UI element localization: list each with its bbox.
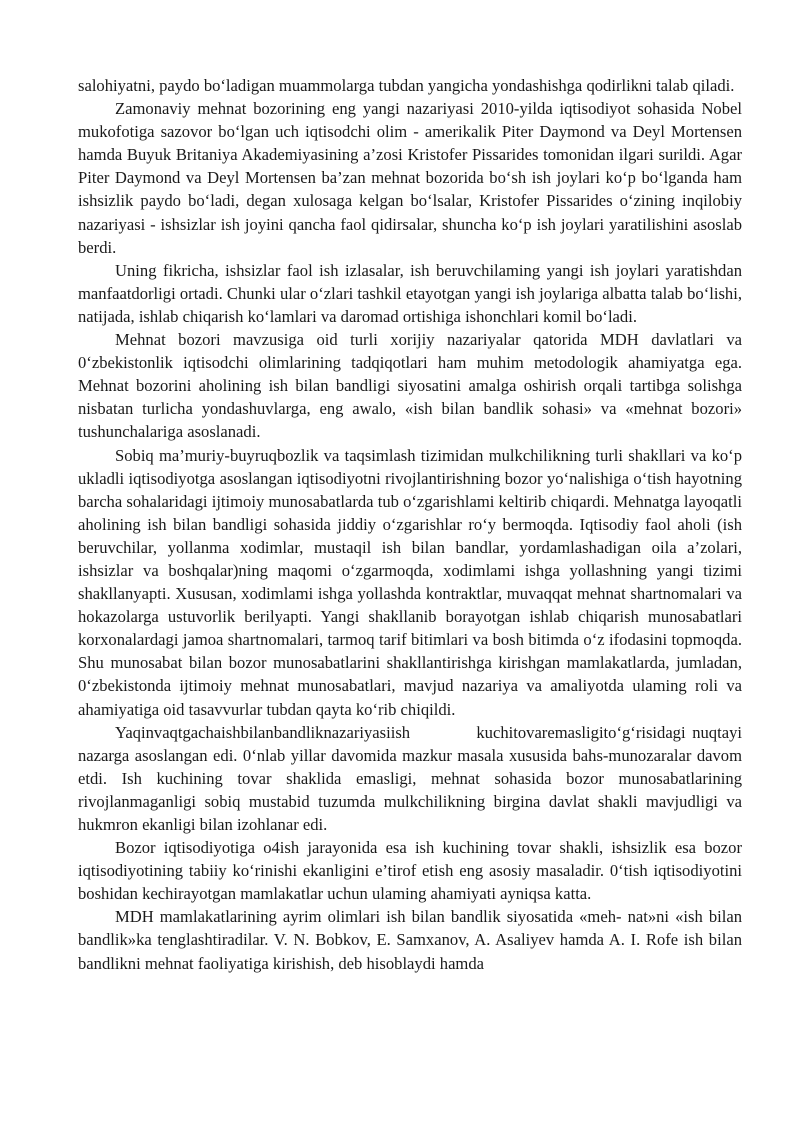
- document-page: [78, 74, 747, 975]
- paragraph-transition: Sobiq ma’muriy-buyruqbozlik va taqsimlash tizimidan mulkchilikning turli shakllari va ko‘p ukladli iqtisodiyotga asoslangan iqtisodiyotni rivojlantirishning bozor yo‘nalishiga o‘tish hayotning barcha sohalaridagi ijtimoiy munosabatlarda tub o‘zgarishlami keltirib chiqardi. Mehnatga layoqatli aholining ish bilan bandligi sohasida jiddiy o‘zgarishlar ro‘y bermoqda. Iqtisodiy faol aholi (ish beruvchilar, yollanma xodimlar, mustaqil ish bilan bandlar, yordamlashadigan oila a’zolari, ishsizlar va boshqalar)ning maqomi o‘zgarmoqda, xodimlami ishga yollashning yangi tizimi shakllanyapti. Xususan, xodimlami ishga yollashda kontraktlar, muvaqqat mehnat shartnomalari va hokazolarga ustuvorlik berilyapti. Yangi shakllanib borayotgan ishlab chiqarish munosabatlari korxonalardagi jamoa shartnomalari, tarmoq tarif bitimlari va bosh bitimda o‘z ifodasini topmoqda. Shu munosabat bilan bozor munosabatlarini shakllantirishga kirishgan mamlakatlarda, jumladan, 0‘zbekistonda ijtimoiy mehnat munosabatlari, mavjud nazariya va amaliyotda ulaming roli va ahamiyatiga oid tasavvurlar tubdan qayta ko‘rib chiqildi.: [78, 445, 742, 719]
- paragraph-pissarides-view: Uning fikricha, ishsizlar faol ish izlasalar, ish beruvchilaming yangi ish joylari yaratishdan manfaatdorligi ortadi. Chunki ular o‘zlari tashkil etayotgan yangi ish joylariga albatta talab bo‘lishi, natijada, ishlab chiqarish ko‘lamlari va daromad ortishiga ishonchlari komil bo‘ladi.: [78, 260, 742, 326]
- paragraph-modern-theory: Zamonaviy mehnat bozorining eng yangi nazariyasi 2010-yilda iqtisodiyot sohasida Nobel mukofotiga sazovor bo‘lgan uch iqtisodchi olim - amerikalik Piter Daymond va Deyl Mortensen hamda Buyuk Britaniya Akademiyasining a’zosi Kristofer Pissarides tomonidan ilgari surildi. Agar Piter Daymond va Deyl Mortensen ba’zan mehnat bozorida bo‘sh ish joylari ko‘p bo‘lganda ham ishsizlik paydo bo‘ladi, degan xulosaga kelgan bo‘lsalar, Kristofer Pissarides o‘zining inqilobiy nazariyasi - ishsizlar ish joyini qancha faol qidirsalar, shuncha ko‘p ish joylari yaratilishini asoslab berdi.: [78, 99, 742, 257]
- paragraph-market-economy: Bozor iqtisodiyotiga o4ish jarayonida esa ish kuchining tovar shakli, ishsizlik esa bozor iqtisodiyotining tabiiy ko‘rinishi ekanligini e’tirof etish eng asosiy masaladir. 0‘tish iqtisodiyotini boshidan kechirayotgan mamlakatlar uchun ulaming ahamiyati ayniqsa katta.: [78, 838, 742, 904]
- paragraph-continuation: salohiyatni, paydo bo‘ladigan muammolarga tubdan yangicha yondashishga qodirlikni talab qiladi.: [78, 76, 735, 95]
- paragraph-cis-scholars: MDH mamlakatlarining ayrim olimlari ish bilan bandlik siyosatida «meh- nat»ni «ish bilan bandlik»ka tenglashtiradilar. V. N. Bobkov, E. Samxanov, A. Asaliyev hamda A. I. Rofe ish bilan bandlikni mehnat faoliyatiga kirishish, deb hisoblaydi hamda: [78, 907, 742, 973]
- paragraph-cis-research: Mehnat bozori mavzusiga oid turli xorijiy nazariyalar qatorida MDH davlatlari va 0‘zbekistonlik iqtisodchi olimlarining tadqiqotlari ham muhim metodologik ahamiyatga ega. Mehnat bozorini aholining ish bilan bandligi siyosatini amalga oshirish orqali tartibga solishga nisbatan turlicha yondashuvlarga, eng awalo, «ish bilan bandlik sohasi» va «mehnat bozori» tushunchalariga asoslanadi.: [78, 330, 742, 442]
- paragraph-labor-commodity: Yaqinvaqtgachaishbilanbandliknazariyasiish kuchitovaremasligito‘g‘risidagi nuqtayi nazarga asoslangan edi. 0‘nlab yillar davomida mazkur masala xususida bahs-munozaralar davom etdi. Ish kuchining tovar shaklida emasligi, mehnat sohasida bozor munosabatlarining rivojlanmaganligi sobiq mustabid tuzumda mulkchilikning birgina davlat shakli mavjudligi va hukmron ekanligi bilan izohlanar edi.: [78, 722, 747, 834]
